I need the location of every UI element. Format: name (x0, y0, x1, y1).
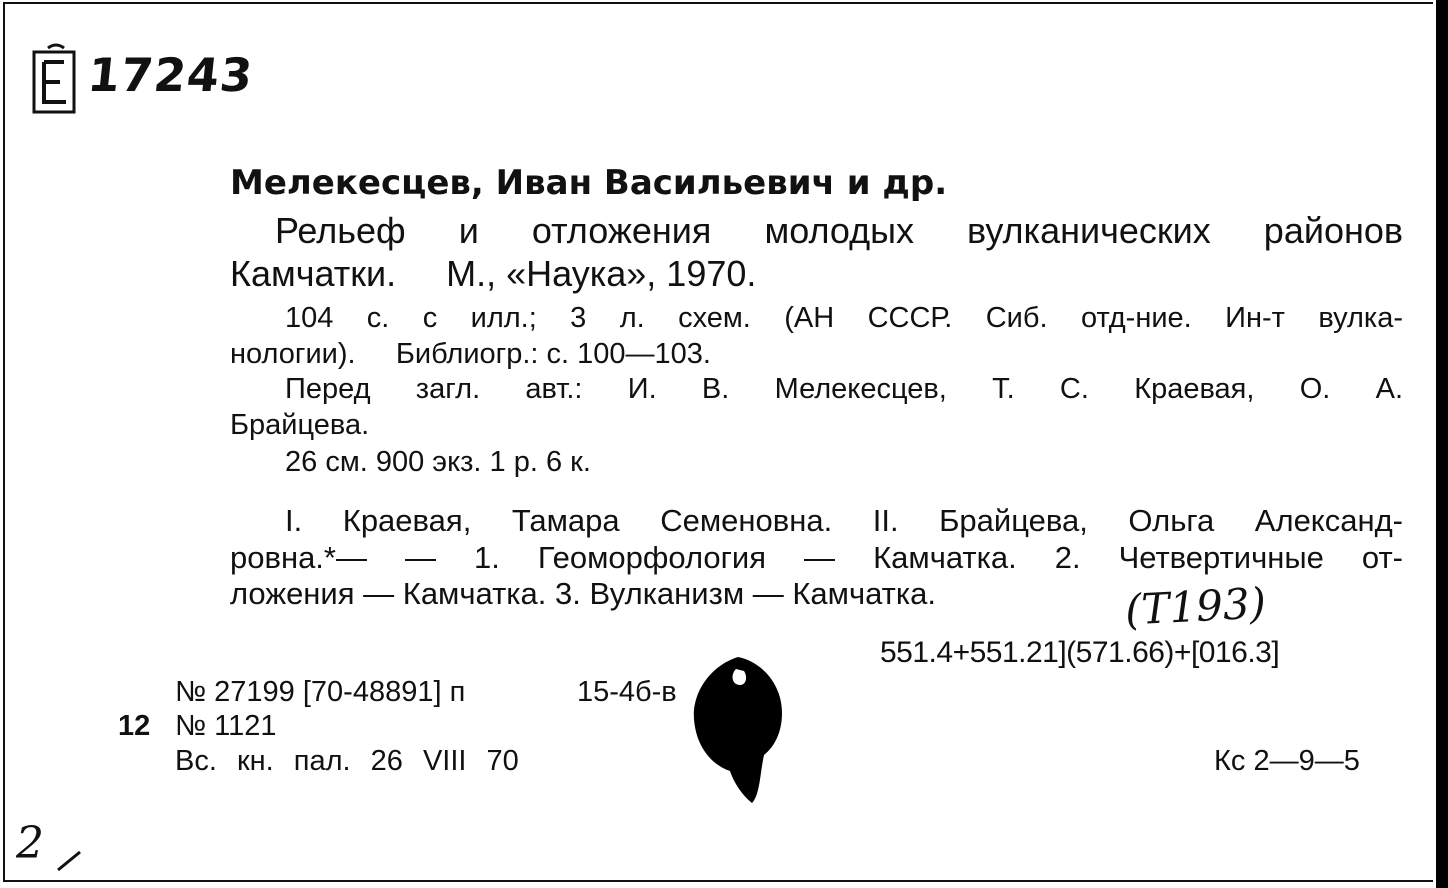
author-heading: Мелекесцев, Иван Васильевич и др. (230, 163, 948, 203)
corner-handwritten-mark: 2 (16, 818, 44, 869)
series-number: 12 (118, 710, 151, 742)
handwritten-code: (Т193) (1123, 578, 1268, 635)
tracing-line-1: I. Краевая, Тамара Семеновна. II. Брайцева, Ольга Александ- (285, 503, 1403, 538)
collation-line-2: нологии). Библиогр.: с. 100—103. (230, 338, 711, 370)
scan-edge-bar (1436, 0, 1448, 888)
order-number: № 27199 [70-48891] п (175, 676, 466, 708)
authors-note-line-1: Перед загл. авт.: И. В. Мелекесцев, Т. С. Краевая, О. А. (285, 373, 1403, 405)
library-stamp-icon (30, 40, 80, 118)
inventory-number: 17243 (85, 48, 256, 102)
authors-note-line-2: Брайцева. (230, 409, 370, 441)
title-line-2: Камчатки. М., «Наука», 1970. (230, 253, 757, 294)
title-line-1: Рельеф и отложения молодых вулканических районов (275, 210, 1403, 251)
tracing-line-2: ровна.*— — 1. Геоморфология — Камчатка. 2. Четвертичные от- (230, 540, 1403, 575)
ink-blot-mark (690, 655, 784, 805)
collation-line-1: 104 с. с илл.; 3 л. схем. (АН СССР. Сиб. отд-ние. Ин-т вулка- (285, 302, 1403, 334)
classification-index: 551.4+551.21](571.66)+[016.3] (880, 636, 1280, 669)
corner-stroke-icon (54, 848, 84, 874)
order-code: 15-4б-в (577, 676, 677, 708)
series-no: № 1121 (175, 710, 277, 742)
registry-line: Вс. кн. пал. 26 VIII 70 (175, 745, 519, 777)
tracing-line-3: ложения — Камчатка. 3. Вулканизм — Камчатка. (230, 576, 936, 611)
size-line: 26 см. 900 экз. 1 р. 6 к. (285, 446, 591, 478)
kc-code: Кс 2—9—5 (1214, 745, 1360, 777)
